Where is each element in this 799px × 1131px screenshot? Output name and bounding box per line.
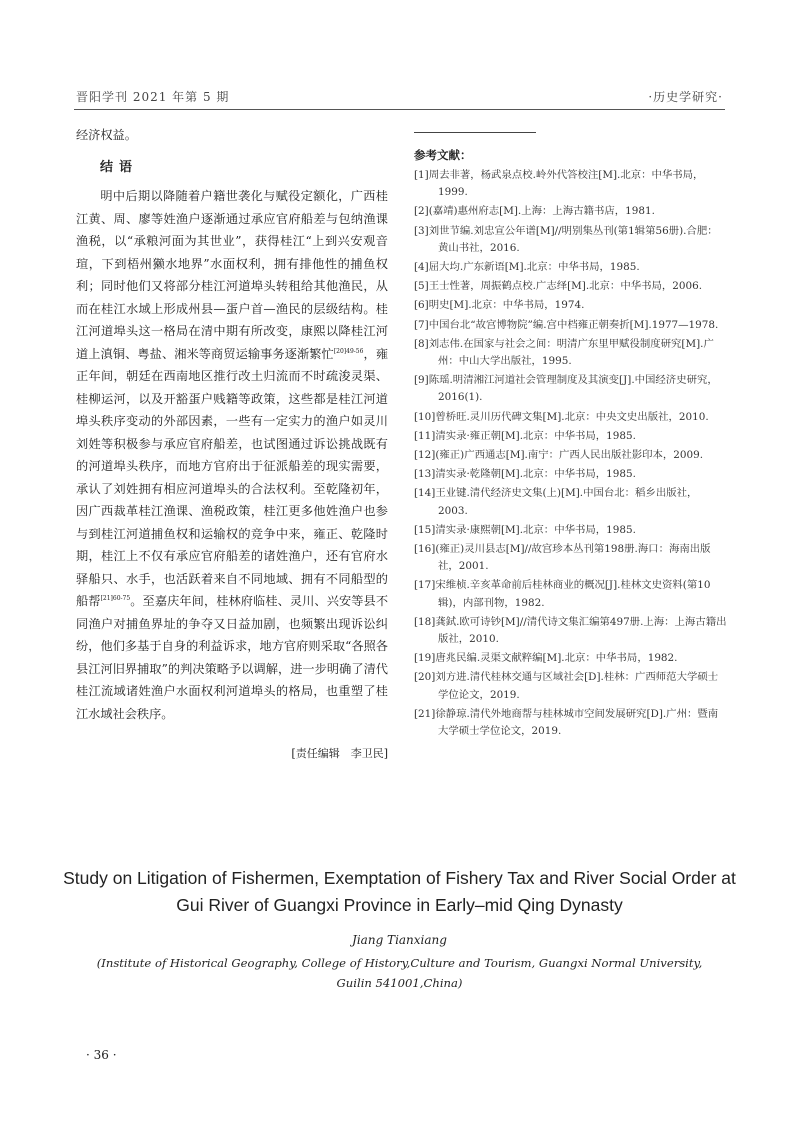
reference-item: [20]刘方进.清代桂林交通与区域社会[D].桂林：广西师范大学硕士学位论文，2019. — [414, 671, 719, 701]
english-affiliation-line: Guilin 541001,China) — [336, 976, 463, 990]
left-column — [76, 124, 388, 761]
english-title-line: Gui River of Guangxi Province in Early–mid Qing Dynasty — [176, 895, 623, 915]
page-number: · 36 · — [86, 1048, 117, 1062]
paragraph-text-1: 明中后期以降随着户籍世袭化与赋役定额化，广西桂江黄、周、廖等姓渔户逐渐通过承应官府船差与包纳渔课渔税，以“承粮河面为其世业”，获得桂江“上到兴安观音瑄，下到梧州獭水地界”水面权利，拥有排他性的捕鱼权利；同时他们又将部分桂江河道埠头转租给其他渔民，从而在桂江水域上形成州县—蛋户首—渔民的层级结构。桂江河道埠头这一格局在清中期有所改变，康熙以降桂江河道上滇铜、粤盐、湘米等商贸运输事务逐渐繁忙 — [76, 189, 388, 361]
reference-item: [12](雍正)广西通志[M].南宁：广西人民出版社影印本，2009. — [414, 449, 704, 462]
reference-item: [21]徐静琼.清代外地商帮与桂林城市空间发展研究[D].广州：暨南大学硕士学位论文，2019. — [414, 707, 719, 738]
reference-rule — [414, 132, 536, 133]
right-column — [414, 124, 727, 742]
reference-item: [14]王业键.清代经济史文集(上)[M].中国台北：稻乡出版社，2003. — [414, 487, 698, 517]
conclusion-heading: 结语 — [100, 160, 139, 175]
english-affiliation-line: (Institute of Historical Geography, College of History,Culture and Tourism, Guangxi Normal University, — [96, 956, 703, 970]
editor-note: [责任编辑 李卫民] — [291, 747, 388, 760]
section-header: ·历史学研究· — [648, 90, 723, 104]
reference-item: [3]刘世节编.刘忠宣公年谱[M]//明别集丛刊(第1辑第56册).合肥：黄山书社，2016. — [414, 224, 718, 254]
carryover-text: 经济权益。 — [76, 128, 137, 142]
english-author: Jiang Tianxiang — [352, 933, 447, 947]
reference-item: [6]明史[M].北京：中华书局，1974. — [414, 299, 585, 312]
reference-item: [15]清实录·康熙朝[M].北京：中华书局，1985. — [414, 523, 636, 536]
reference-item: [1]周去非著，杨武泉点校.岭外代答校注[M].北京：中华书局，1999. — [414, 169, 704, 199]
reference-item: [4]屈大均.广东新语[M].北京：中华书局，1985. — [414, 261, 640, 274]
english-abstract-block — [60, 865, 739, 993]
journal-header: 晋阳学刊 2021 年第 5 期 — [76, 90, 230, 104]
reference-item: [11]清实录·雍正朝[M].北京：中华书局，1985. — [414, 429, 636, 442]
citation-superscript: [21]60-75 — [100, 594, 131, 602]
citation-superscript: [20]49-56 — [333, 347, 364, 355]
reference-item: [8]刘志伟.在国家与社会之间：明清广东里甲赋役制度研究[M].广州：中山大学出版社，1995. — [414, 337, 714, 368]
reference-item: [16](雍正)灵川县志[M]//故宫珍本丛刊第198册.海口：海南出版社，2001. — [414, 543, 711, 573]
reference-item: [19]唐兆民编.灵渠文献粹编[M].北京：中华书局，1982. — [414, 652, 678, 665]
english-title-line: Study on Litigation of Fishermen, Exemptation of Fishery Tax and River Social Order at — [63, 868, 736, 888]
reference-item: [10]曾桥旺.灵川历代碑文集[M].北京：中央文史出版社，2010. — [414, 410, 709, 423]
reference-item: [18]龚鉽.欧可诗钞[M]//清代诗文集汇编第497册.上海：上海古籍出版社，2010. — [414, 615, 727, 646]
reference-item: [2](嘉靖)惠州府志[M].上海：上海古籍书店，1981. — [414, 205, 655, 218]
reference-item: [17]宋维桢.辛亥革命前后桂林商业的概况[J].桂林文史资料(第10辑)，内部刊物，1982. — [414, 579, 711, 609]
conclusion-paragraph — [76, 185, 388, 725]
header-rule — [74, 109, 725, 110]
references-title: 参考文献： — [414, 148, 472, 162]
reference-list — [414, 167, 727, 740]
reference-item: [13]清实录·乾隆朝[M].北京：中华书局，1985. — [414, 468, 636, 481]
reference-item: [9]陈瑶.明清湘江河道社会管理制度及其演变[J].中国经济史研究，2016(1). — [414, 374, 718, 404]
paragraph-text-3: 。至嘉庆年间，桂林府临桂、灵川、兴安等县不同渔户对捕鱼界址的争夺又日益加剧，也频繁出现诉讼纠纷，他们多基于自身的利益诉求，地方官府则采取“各照各县江河旧界捕取”的判决策略予以调解，进一步明确了清代桂江流域诸姓渔户水面权利河道埠头的格局，也重塑了桂江水域社会秩序。 — [76, 594, 389, 721]
paragraph-text-2: ，雍正年间，朝廷在西南地区推行改土归流而不时疏浚灵渠、桂柳运河，以及开豁蛋户贱籍等政策，这些都是桂江河道埠头秩序变动的外部因素，一些有一定实力的渔户如灵川刘姓等积极参与承应官府船差，也试图通过诉讼挑战既有的河道埠头秩序，而地方官府出于征派船差的现实需要，承认了刘姓拥有相应河道埠头的合法权利。至乾隆初年，因广西裁革桂江渔课、渔税政策，桂江更多他姓渔户也参与到桂江河道捕鱼权和运输权的竞争中来，雍正、乾隆时期，桂江上不仅有承应官府船差的诸姓渔户，还有官府水驿船只、水手，也活跃着来自不同地域、拥有不同船型的船帮 — [76, 346, 389, 608]
reference-item: [5]王士性著，周振鹤点校.广志绎[M].北京：中华书局，2006. — [414, 280, 703, 293]
reference-item: [7]中国台北“故宫博物院”编.宫中档雍正朝奏折[M].1977—1978. — [414, 318, 719, 331]
